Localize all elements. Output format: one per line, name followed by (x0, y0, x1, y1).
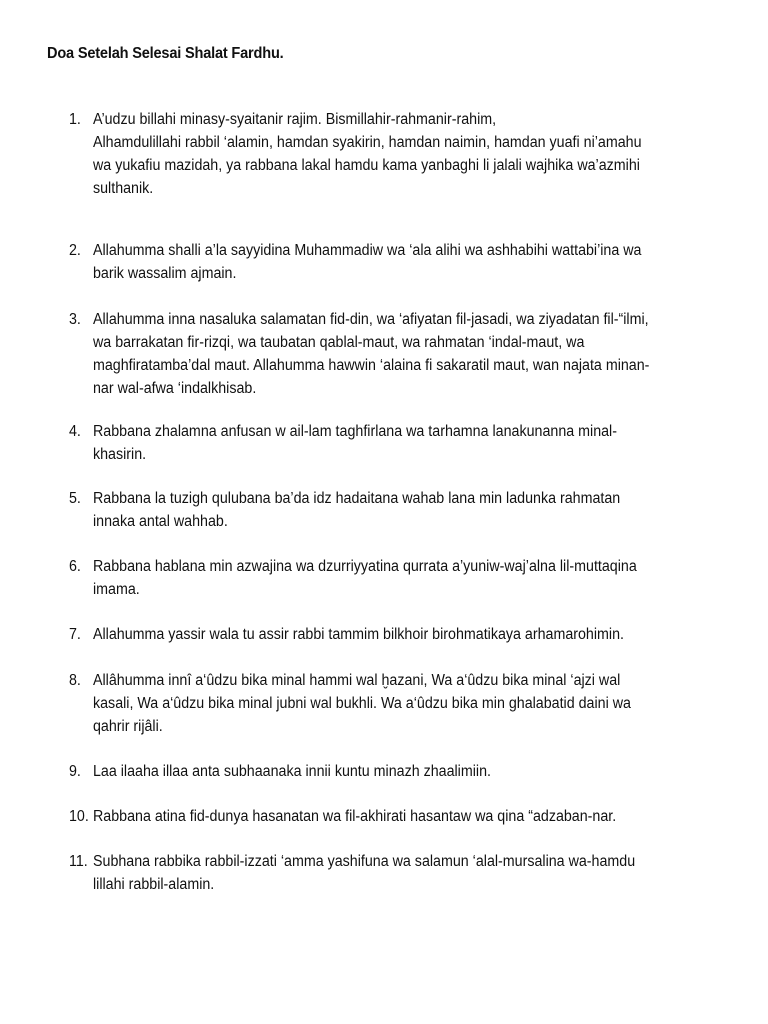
prayer-text (93, 108, 719, 200)
prayer-text (93, 669, 719, 738)
prayer-number: 9. (69, 763, 81, 780)
prayer-line: Rabbana hablana min azwajina wa dzurriyyatina qurrata a’yuniw-waj’alna lil-muttaqina (93, 558, 637, 575)
prayer-line: maghfiratamba’dal maut. Allahumma hawwin ‘alaina fi sakaratil maut, wan najata minan- (93, 357, 650, 374)
prayer-line: Allâhumma innî a‘ûdzu bika minal hammi wal ḫazani, Wa a‘ûdzu bika minal ‘ajzi wal (93, 672, 621, 689)
prayer-line: barik wassalim ajmain. (93, 265, 237, 282)
prayer-line: Rabbana la tuzigh qulubana ba’da idz hadaitana wahab lana min ladunka rahmatan (93, 490, 621, 507)
prayer-line: sulthanik. (93, 180, 154, 197)
prayer-line: Subhana rabbika rabbil-izzati ‘amma yashifuna wa salamun ‘alal-mursalina wa-hamdu (93, 853, 636, 870)
prayer-line: lillahi rabbil-alamin. (93, 876, 215, 893)
prayer-number: 5. (69, 490, 81, 507)
prayer-line: nar wal-afwa ‘indalkhisab. (93, 380, 257, 397)
prayer-text (93, 623, 719, 646)
prayer-number: 2. (69, 242, 81, 259)
prayer-text (93, 239, 719, 285)
prayer-line: Allahumma yassir wala tu assir rabbi tammim bilkhoir birohmatikaya arhamarohimin. (93, 626, 624, 643)
prayer-line: Allahumma inna nasaluka salamatan fid-din, wa ‘afiyatan fil-jasadi, wa ziyadatan fil-“ilmi, (93, 311, 649, 328)
prayer-number: 6. (69, 558, 81, 575)
prayer-text (93, 420, 719, 466)
prayer-text (93, 308, 719, 400)
prayer-text (93, 487, 719, 533)
prayer-text (93, 760, 719, 783)
prayer-number: 8. (69, 672, 81, 689)
prayer-line: wa barrakatan fir-rizqi, wa taubatan qablal-maut, wa rahmatan ‘indal-maut, wa (93, 334, 585, 351)
prayer-line: qahrir rijâli. (93, 718, 163, 735)
prayer-line: Alhamdulillahi rabbil ‘alamin, hamdan syakirin, hamdan naimin, hamdan yuafi ni’amahu (93, 134, 642, 151)
prayer-number: 7. (69, 626, 81, 643)
prayer-text (93, 805, 719, 828)
prayer-line: khasirin. (93, 446, 147, 463)
prayer-line: innaka antal wahhab. (93, 513, 228, 530)
prayer-line: Allahumma shalli a’la sayyidina Muhammadiw wa ‘ala alihi wa ashhabihi wattabi’ina wa (93, 242, 642, 259)
prayer-line: kasali, Wa a‘ûdzu bika minal jubni wal bukhli. Wa a‘ûdzu bika min ghalabatid daini wa (93, 695, 631, 712)
prayer-number: 3. (69, 311, 81, 328)
prayer-number: 4. (69, 423, 81, 440)
prayer-line: imama. (93, 581, 140, 598)
prayer-number: 1. (69, 111, 81, 128)
prayer-text (93, 555, 719, 601)
prayer-line: Rabbana zhalamna anfusan w ail-lam taghfirlana wa tarhamna lanakunanna minal- (93, 423, 617, 440)
prayer-number: 11. (69, 853, 88, 870)
prayer-number: 10. (69, 808, 89, 825)
prayer-line: Laa ilaaha illaa anta subhaanaka innii kuntu minazh zhaalimiin. (93, 763, 491, 780)
prayer-line: wa yukafiu mazidah, ya rabbana lakal hamdu kama yanbaghi li jalali wajhika wa’azmihi (93, 157, 640, 174)
document-title: Doa Setelah Selesai Shalat Fardhu. (47, 45, 284, 62)
prayer-line: A’udzu billahi minasy-syaitanir rajim. Bismillahir-rahmanir-rahim, (93, 111, 497, 128)
prayer-line: Rabbana atina fid-dunya hasanatan wa fil-akhirati hasantaw wa qina “adzaban-nar. (93, 808, 617, 825)
prayer-text (93, 850, 719, 896)
